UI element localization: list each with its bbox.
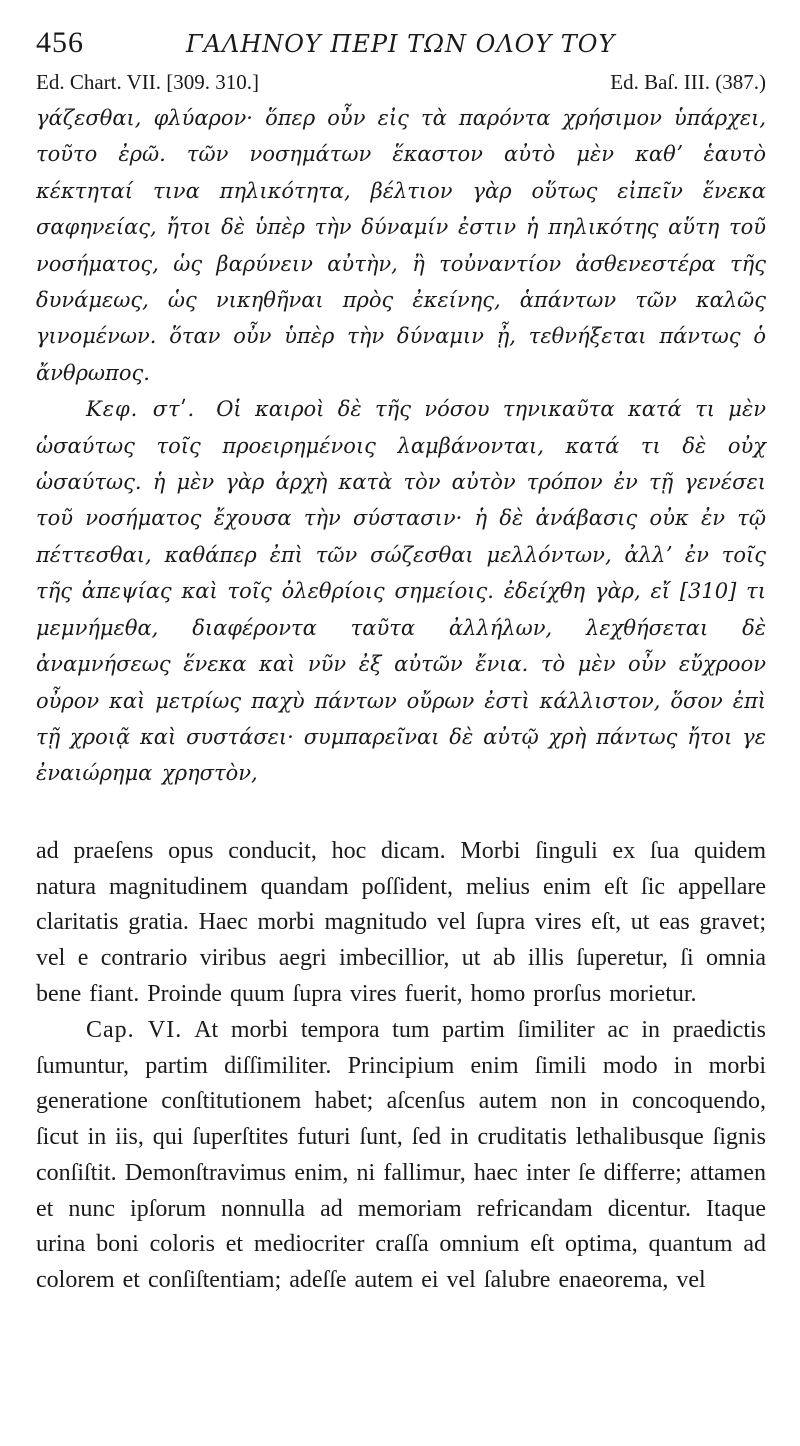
edition-reference-left: Ed. Chart. VII. [309. 310.] xyxy=(36,70,259,94)
page-header xyxy=(36,26,766,64)
greek-chapter-paragraph xyxy=(36,391,766,791)
edition-reference-right: Ed. Baſ. III. (387.) xyxy=(610,70,766,94)
latin-paragraph: ad praeſens opus conducit, hoc dicam. Morbi ſinguli ex ſua quidem natura magnitudinem quandam poſſident, melius enim eſt ſic appellare claritatis gratia. Haec morbi magnitudo vel ſupra vires eſt, ut eas gravet; vel e contrario viribus aegri imbecillior, ut ab illis ſuperetur, ſi omnia bene fiant. Proinde quum ſupra vires fuerit, homo prorſus morietur. xyxy=(36,837,766,1007)
greek-chapter-text: Οἱ καιροὶ δὲ τῆς νόσου τηνικαῦτα κατά τι μὲν ὡσαύτως τοῖς προειρημένοις λαμβάνονται, κατά τι δὲ οὐχ ὡσαύτως. ἡ μὲν γὰρ ἀρχὴ κατὰ τὸν αὐτὸν τρόπον ἐν τῇ γενέσει τοῦ νοσήματος ἔχουσα τὴν σύστασιν· ἡ δὲ ἀνάβασις οὐκ ἐν τῷ πέττεσθαι, καθάπερ ἐπὶ τῶν σώζεσθαι μελλόντων, ἀλλʼ ἐν τοῖς τῆς ἀπεψίας καὶ τοῖς ὀλεθρίοις σημείοις. ἐδείχθη γὰρ, εἴ [310] τι μεμνήμεθα, διαφέροντα ταῦτα ἀλλήλων, λεχθήσεται δὲ ἀναμνήσεως ἕνεκα καὶ νῦν ἐξ αὐτῶν ἔνια. τὸ μὲν οὖν εὔχροον οὖρον καὶ μετρίως παχὺ πάντων οὔρων ἐστὶ κάλλιστον, ὅσον ἐπὶ τῇ χροιᾷ καὶ συστάσει· συμπαρεῖναι δὲ αὐτῷ χρὴ πάντως ἤτοι γε ἐναιώρημα χρηστὸν, xyxy=(36,397,766,786)
greek-text-block xyxy=(36,100,766,792)
greek-chapter-label: Κεφ. στʹ. xyxy=(86,397,196,422)
latin-chapter-paragraph xyxy=(36,1013,766,1299)
latin-chapter-text: At morbi tempora tum partim ſimiliter ac in praedictis ſumuntur, partim diſſimiliter. Principium enim ſimili modo in morbi generatione conſtitutionem habet; aſcenſus autem non in concoquendo, ſicut in iis, qui ſuperſtites futuri ſunt, ſed in cruditatis lethalibusque ſignis conſiſtit. Demonſtravimus enim, ni fallimur, haec inter ſe differre; attamen et nunc ipſorum nonnulla ad memoriam refricandam dicentur. Itaque urina boni coloris et mediocriter craſſa omnium eſt optima, quantum ad colorem et conſiſtentiam; adeſſe autem ei vel ſalubre enaeorema, vel xyxy=(36,1016,766,1294)
latin-text-block xyxy=(36,834,766,1299)
greek-paragraph: γάζεσθαι, φλύαρον· ὅπερ οὖν εἰς τὰ παρόντα χρήσιμον ὑπάρχει, τοῦτο ἐρῶ. τῶν νοσημάτων ἕκαστον αὐτὸ μὲν καθʼ ἑαυτὸ κέκτηταί τινα πηλικότητα, βέλτιον γὰρ οὕτως εἰπεῖν ἕνεκα σαφηνείας, ἤτοι δὲ ὑπὲρ τὴν δύναμίν ἐστιν ἡ πηλικότης αὕτη τοῦ νοσήματος, ὡς βαρύνειν αὐτὴν, ἢ τοὐναντίον ἀσθενεστέρα τῆς δυνάμεως, ὡς νικηθῆναι πρὸς ἐκείνης, ἁπάντων τῶν καλῶς γινομένων. ὅταν οὖν ὑπὲρ τὴν δύναμιν ᾖ, τεθνήξεται πάντως ὁ ἄνθρωπος. xyxy=(36,106,766,385)
page-number: 456 xyxy=(36,26,84,59)
edition-references xyxy=(36,70,766,100)
latin-chapter-label: Cap. VI. xyxy=(86,1016,183,1043)
running-title: ΓΑΛΗΝΟΥ ΠΕΡΙ ΤΩΝ ΟΛΟΥ ΤΟΥ xyxy=(186,30,616,58)
book-page xyxy=(36,26,766,1299)
